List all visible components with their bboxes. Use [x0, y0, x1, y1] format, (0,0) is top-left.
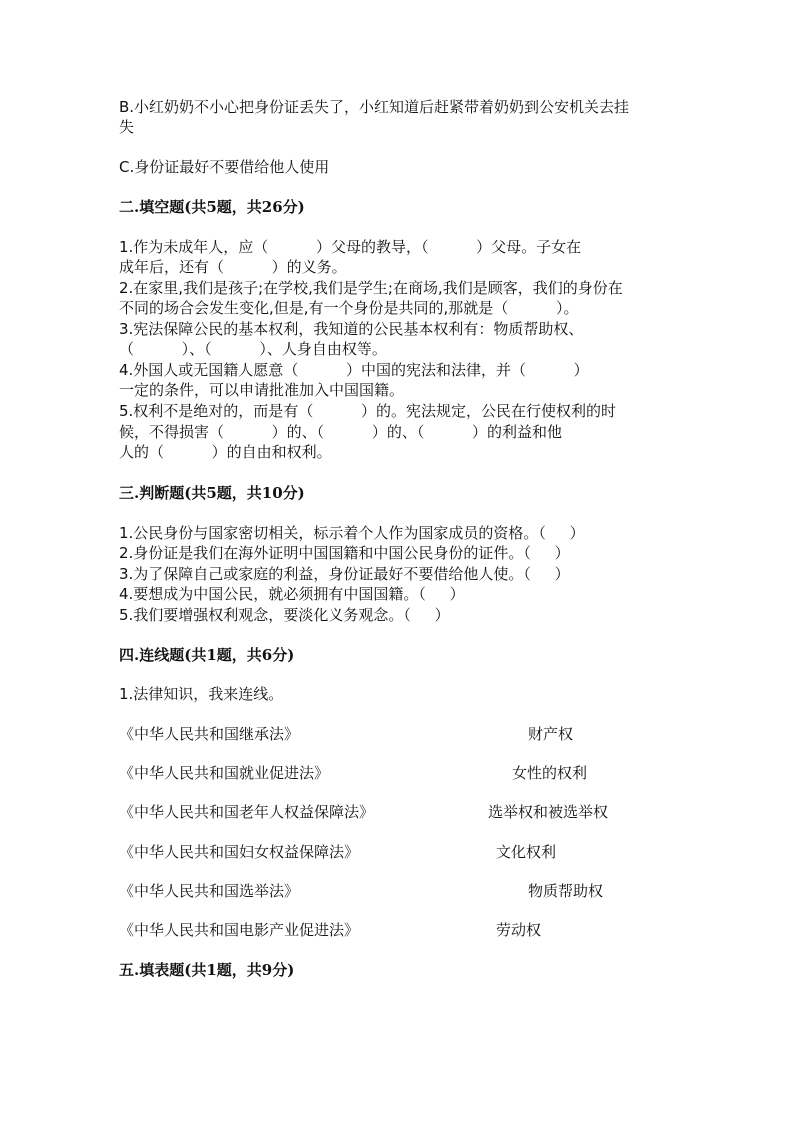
matching-prompt: 1.法律知识，我来连线。: [119, 685, 284, 703]
fill-line: 人的（ ）的自由和权利。: [119, 443, 332, 461]
law-item: 《中华人民共和国就业促进法》: [119, 764, 330, 782]
fill-line: 候，不得损害（ ）的、（ ）的、（ ）的利益和他: [119, 423, 563, 441]
option-b-line2: 失: [119, 118, 135, 136]
judge-line: 1.公民身份与国家密切相关，标示着个人作为国家成员的资格。（ ）: [119, 524, 585, 542]
law-item: 《中华人民共和国继承法》: [119, 725, 300, 743]
law-item: 《中华人民共和国电影产业促进法》: [119, 921, 360, 939]
law-item: 《中华人民共和国老年人权益保障法》: [119, 803, 375, 821]
law-item: 《中华人民共和国选举法》: [119, 882, 300, 900]
right-item: 文化权利: [496, 843, 557, 861]
judge-line: 3.为了保障自己或家庭的利益，身份证最好不要借给他人使。（ ）: [119, 565, 570, 583]
section-three-title: 三.判断题(共5题，共10分): [119, 484, 305, 502]
fill-line: 3.宪法保障公民的基本权利，我知道的公民基本权利有：物质帮助权、: [119, 320, 584, 338]
fill-line: 2.在家里,我们是孩子;在学校,我们是学生;在商场,我们是顾客，我们的身份在: [119, 279, 623, 297]
right-item: 女性的权利: [512, 764, 588, 782]
fill-line: 1.作为未成年人，应（ ）父母的教导，（ ）父母。子女在: [119, 238, 582, 256]
fill-line: 成年后，还有（ ）的义务。: [119, 258, 347, 276]
judge-line: 5.我们要增强权利观念，要淡化义务观念。（ ）: [119, 606, 450, 624]
fill-line: （ ）、（ ）、人身自由权等。: [119, 340, 387, 358]
section-four-title: 四.连线题(共1题，共6分): [119, 646, 295, 664]
fill-line: 4.外国人或无国籍人愿意（ ）中国的宪法和法律，并（ ）: [119, 361, 589, 379]
law-item: 《中华人民共和国妇女权益保障法》: [119, 843, 360, 861]
fill-line: 一定的条件，可以申请批准加入中国国籍。: [119, 381, 405, 399]
right-item: 劳动权: [496, 921, 542, 939]
judge-line: 4.要想成为中国公民，就必须拥有中国国籍。（ ）: [119, 585, 465, 603]
section-two-title: 二.填空题(共5题，共26分): [119, 198, 305, 216]
right-item: 选举权和被选举权: [488, 803, 609, 821]
right-item: 物质帮助权: [528, 882, 604, 900]
fill-line: 5.权利不是绝对的，而是有（ ）的。宪法规定，公民在行使权利的时: [119, 402, 616, 420]
judge-line: 2.身份证是我们在海外证明中国国籍和中国公民身份的证件。（ ）: [119, 544, 570, 562]
option-c: C.身份证最好不要借给他人使用: [119, 158, 330, 176]
section-five-title: 五.填表题(共1题，共9分): [119, 961, 295, 979]
right-item: 财产权: [528, 725, 574, 743]
fill-line: 不同的场合会发生变化,但是,有一个身份是共同的,那就是（ ）。: [119, 299, 579, 317]
option-b-line1: B.小红奶奶不小心把身份证丢失了，小红知道后赶紧带着奶奶到公安机关去挂: [119, 98, 630, 116]
